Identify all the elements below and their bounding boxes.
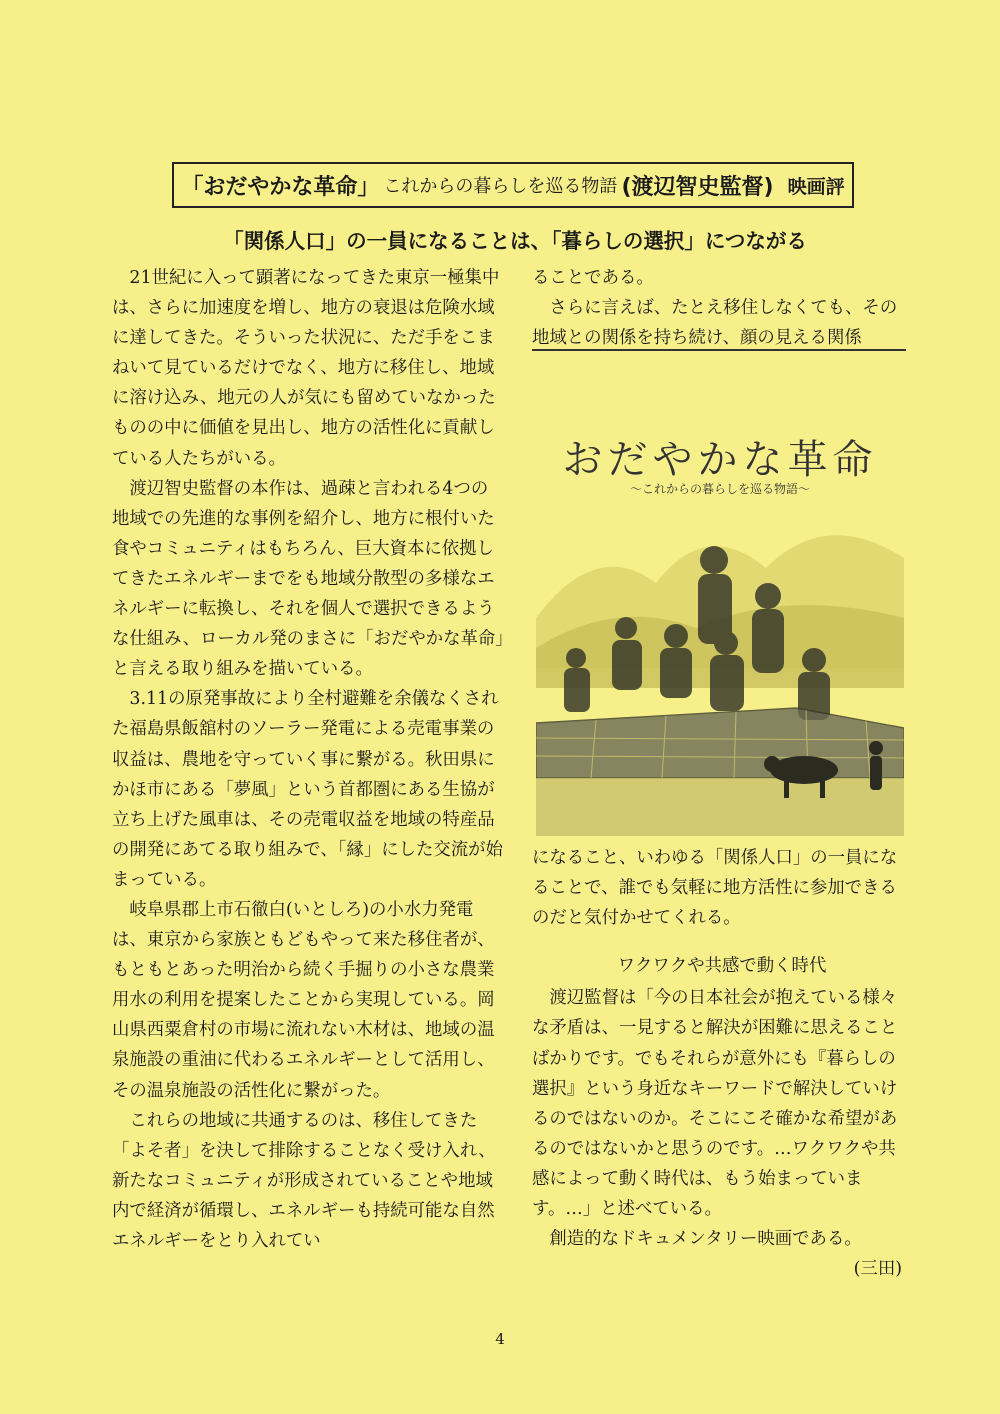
film-poster-image [536,368,904,836]
film-title: 「おだやかな革命」 [181,174,380,200]
director-credit: (渡辺智史監督) [621,174,774,200]
film-subtitle: これからの暮らしを巡る物語 [383,176,618,197]
right-column-bottom [532,843,912,1284]
poster-subtitle: 〜これからの暮らしを巡る物語〜 [629,482,810,496]
section-heading: ワクワクや共感で動く時代 [617,956,827,977]
paragraph: 21世紀に入って顕著になってきた東京一極集中は、さらに加速度を増し、地方の衰退は危険水域に達してきた。そういった状況に、ただ手をこまねいて見ているだけでなく、地方に移住し、地域に溶け込み、地元の人が気にも留めていなかったものの中に価値を見出し、地方の活性化に貢献している人たちがいる。 [112,268,500,469]
paragraph: これらの地域に共通するのは、移住してきた「よそ者」を決して排除することなく受け入れ、新たなコミュニティが形成されていることや地域内で経済が循環し、エネルギーも持続可能な自然エネルギーをとり入れてい [112,1110,496,1251]
right-column-top [532,263,912,353]
paragraph: さらに言えば、たとえ移住しなくても、その地域との関係を持ち続け、顔の見える関係 [532,298,898,349]
article-title-box [172,162,854,208]
divider [532,349,906,351]
paragraph: 3.11の原発事故により全村避難を余儀なくされた福島県飯舘村のソーラー発電による売電事業の収益は、農地を守っていく事に繋がる。秋田県にかほ市にある「夢風」という首都圏にある生協が立ち上げた風車は、その売電収益を地域の特産品の開発にあてる取り組みで、「縁」にした交流が始まっている。 [112,689,503,890]
paragraph: 岐阜県郡上市石徹白(いとしろ)の小水力発電は、東京から家族ともどもやって来た移住者が、もともとあった明治から続く手掘りの小さな農業用水の利用を提案したことから実現している。岡山県西粟倉村の市場に流れない木材は、地域の温泉施設の重油に代わるエネルギーとして活用し、その温泉施設の活性化に繋がった。 [112,899,495,1101]
headline: 「関係人口」の一員になることは、「暮らしの選択」につながる [223,229,807,253]
paragraph: になること、いわゆる「関係人口」の一員になることで、誰でも気軽に地方活性に参加できるのだと気付かせてくれる。 [532,848,898,929]
author-signature: (三田) [853,1259,902,1280]
paragraph: ることである。 [532,268,654,288]
page-number: 4 [495,1330,505,1348]
poster-title: おだやかな革命 [562,437,878,483]
paragraph: 渡辺監督は「今の日本社会が抱えている様々な矛盾は、一見すると解決が困難に思えることばかりです。でもそれらが意外にも『暮らしの選択』という身近なキーワードで解決していけるのではないのか。そこにこそ確かな希望があるのではないかと思うのです。…ワクワクや共感によって動く時代は、もう始まっています。…」と述べている。 [532,988,898,1220]
left-column [112,263,505,1256]
article-category: 映画評 [787,175,845,198]
paragraph: 渡辺智史監督の本作は、過疎と言われる4つの地域での先進的な事例を紹介し、地方に根付いた食やコミュニティはもちろん、巨大資本に依拠してきたエネルギーまでをも地域分散型の多様なエネルギーに転換し、それを個人で選択できるような仕組み、ローカル発のまさに「おだやかな革命」と言える取り組みを描いている。 [112,478,504,680]
paragraph: 創造的なドキュメンタリー映画である。 [549,1229,862,1250]
